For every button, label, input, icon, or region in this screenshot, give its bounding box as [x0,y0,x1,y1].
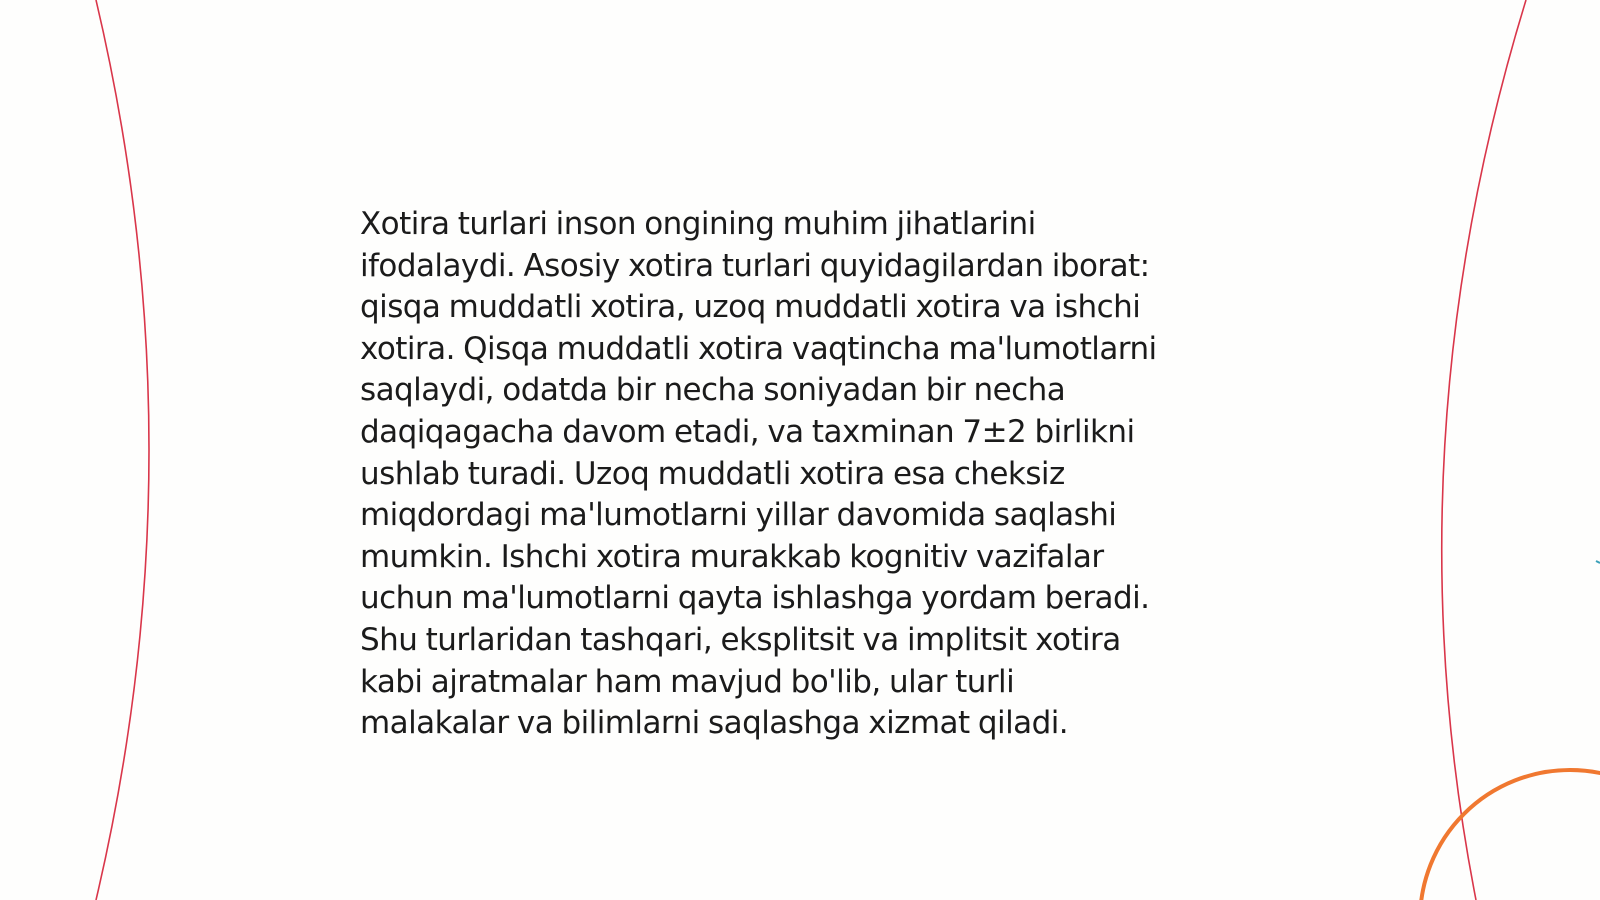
small-teal-mark [1596,561,1600,563]
orange-circle-outline [1420,770,1600,900]
left-curve-line [96,0,149,900]
body-paragraph: Xotira turlari inson ongining muhim jihatlarini ifodalaydi. Asosiy xotira turlari quyidagilardan iborat: qisqa muddatli xotira, uzoq muddatli xotira va ishchi xotira. Qisqa muddatli xotira vaqtincha ma'lumotlarni saqlaydi, odatda bir necha soniyadan bir necha daqiqagacha davom etadi, va taxminan 7±2 birlikni ushlab turadi. Uzoq muddatli xotira esa cheksiz miqdordagi ma'lumotlarni yillar davomida saqlashi mumkin. Ishchi xotira murakkab kognitiv vazifalar uchun ma'lumotlarni qayta ishlashga yordam beradi. Shu turlaridan tashqari, eksplitsit va implitsit xotira kabi ajratmalar ham mavjud bo'lib, ular turli malakalar va bilimlarni saqlashga xizmat qiladi. [360,206,1157,742]
right-curve-line [1442,0,1526,900]
